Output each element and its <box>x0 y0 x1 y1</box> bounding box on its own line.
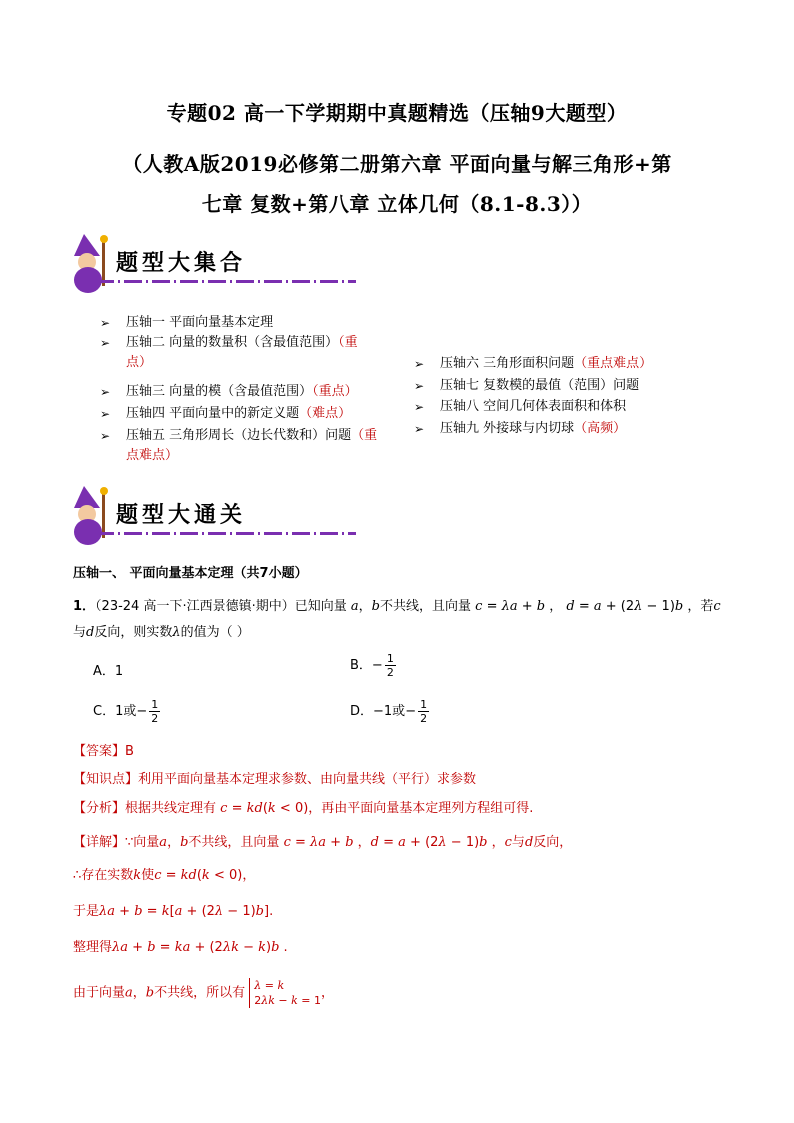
document-subtitle-line2: 七章 复数+第八章 立体几何（8.1-8.3）） <box>201 192 593 216</box>
arrow-bullet-icon: ➢ <box>100 429 111 443</box>
arrow-bullet-icon: ➢ <box>100 385 111 399</box>
arrow-bullet-icon: ➢ <box>100 407 111 421</box>
toc-item-9: ➢ 压轴九 外接球与内切球（高频） <box>414 419 714 439</box>
wizard-mascot-icon <box>66 484 116 548</box>
toc-item-5: ➢ 压轴五 三角形周长（边长代数和）问题（重 点难点） <box>100 428 378 463</box>
section-banner-2 <box>66 484 296 548</box>
toc-item-3: ➢ 压轴三 向量的模（含最值范围）（重点） <box>100 382 400 402</box>
toc-item-8: ➢ 压轴八 空间几何体表面积和体积 <box>414 397 714 417</box>
banner-underline <box>96 280 356 283</box>
arrow-bullet-icon: ➢ <box>414 422 425 436</box>
option-a: A．1 <box>93 664 124 679</box>
arrow-bullet-icon: ➢ <box>100 336 111 350</box>
option-d: D．−1或− $\frac{1}{2}$ <box>350 698 428 725</box>
banner-title: 题型大集合 <box>116 250 247 276</box>
knowledge-line: 【知识点】利用平面向量基本定理求参数、由向量共线（平行）求参数 <box>73 772 477 787</box>
detail-line-1: 【详解】∵向量a，b不共线，且向量 c = λa + b ，d = a + (2λ − 1)b ，c与d反向， <box>73 835 573 850</box>
option-c: C．1或− $\frac{1}{2}$ <box>93 698 159 725</box>
question-1: 1．（23-24 高一下·江西景德镇·期中）已知向量 a，b不共线，且向量 c = λa + b ， d = a + (2λ − 1)b ，若c 与d反向，则实数λ的值为（ ） <box>73 599 721 640</box>
detail-line-2: ∴存在实数k使c = kd(k < 0)， <box>73 868 256 883</box>
section-heading: 压轴一、 平面向量基本定理（共7小题） <box>73 566 308 581</box>
document-subtitle-line1: （人教A版2019必修第二册第六章 平面向量与解三角形+第 <box>122 152 672 176</box>
banner-title: 题型大通关 <box>116 502 247 528</box>
arrow-bullet-icon: ➢ <box>100 316 111 330</box>
toc-item-4: ➢ 压轴四 平面向量中的新定义题（难点） <box>100 404 400 424</box>
detail-line-3: 于是λa + b = k[a + (2λ − 1)b]. <box>73 904 274 919</box>
toc-item-2: ➢ 压轴二 向量的数量积（含最值范围）（重 点） <box>100 335 358 370</box>
arrow-bullet-icon: ➢ <box>414 357 425 371</box>
analysis-line: 【分析】根据共线定理有 c = kd(k < 0)，再由平面向量基本定理列方程组可得. <box>73 801 534 816</box>
option-b: B．− $\frac{1}{2}$ <box>350 652 394 679</box>
answer-line: 【答案】B <box>73 744 134 759</box>
detail-line-5: 由于向量a，b不共线，所以有 λ = k 2λk − k = 1， <box>73 979 335 1007</box>
toc-item-1: ➢ 压轴一 平面向量基本定理 <box>100 313 400 333</box>
arrow-bullet-icon: ➢ <box>414 400 425 414</box>
wizard-mascot-icon <box>66 232 116 296</box>
arrow-bullet-icon: ➢ <box>414 379 425 393</box>
toc-item-6: ➢ 压轴六 三角形面积问题（重点难点） <box>414 354 714 374</box>
banner-underline <box>96 532 356 535</box>
section-banner-1 <box>66 232 296 296</box>
toc-item-7: ➢ 压轴七 复数模的最值（范围）问题 <box>414 376 714 396</box>
document-title: 专题02 高一下学期期中真题精选（压轴9大题型） <box>166 101 628 125</box>
detail-line-4: 整理得λa + b = ka + (2λk − k)b . <box>73 940 288 955</box>
